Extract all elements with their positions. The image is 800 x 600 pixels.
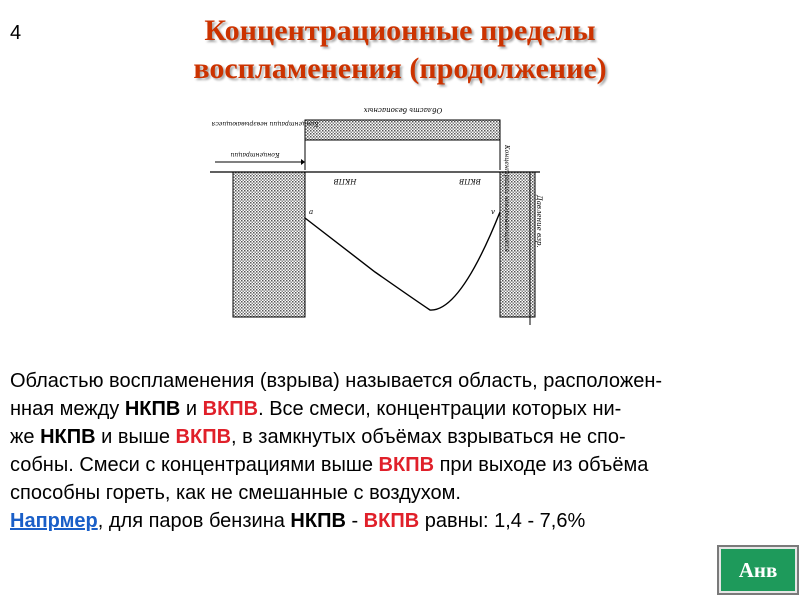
vkpv-term: ВКПВ <box>175 426 232 448</box>
text-line-2: нная между НКПВ и ВКПВ. Все смеси, концентрации которых ни- <box>10 398 622 420</box>
title-line-1: Концентрационные пределы <box>204 14 596 47</box>
pressure-curve <box>305 212 500 310</box>
right-side-label: Концентрации невзрывающиеся <box>503 145 510 252</box>
nkpv-term: НКПВ <box>124 398 181 420</box>
title-line-2: воспламенения (продолжение) <box>193 52 607 85</box>
flammability-diagram <box>205 100 550 330</box>
vertical-axis-label: Давление взр. <box>535 195 543 248</box>
vkpv-term: ВКПВ <box>378 454 435 476</box>
left-hatched-zone <box>233 172 305 317</box>
nkpv-term: НКПВ <box>290 510 346 532</box>
text-line-4: собны. Смеси с концентрациями выше ВКПВ при выходе из объёма <box>10 454 649 476</box>
diagram-svg <box>205 100 550 325</box>
nkpv-term: НКПВ <box>40 426 96 448</box>
definition-paragraph <box>10 367 800 535</box>
point-left-label: а <box>309 208 314 216</box>
slide-number: 4 <box>10 22 22 44</box>
right-limit-label: ВКПВ <box>459 177 481 185</box>
anv-button[interactable]: Анв <box>719 547 797 593</box>
example-link[interactable]: Напрмер <box>10 510 98 532</box>
vkpv-term: ВКПВ <box>202 398 259 420</box>
text-line-3: же НКПВ и выше ВКПВ, в замкнутых объёмах взрываться не спо- <box>10 426 626 448</box>
left-arrow-label: Концентрации <box>230 151 280 158</box>
text-line-6: Напрмер, для паров бензина НКПВ - ВКПВ равны: 1,4 - 7,6% <box>10 510 586 532</box>
text-line-1: Областью воспламенения (взрыва) называется область, расположен- <box>10 370 663 392</box>
slide-title <box>100 12 700 88</box>
upper-left-label: Концентрации невзрывающиеся <box>211 120 319 127</box>
point-right-label: v <box>491 208 495 216</box>
text-line-5: способны гореть, как не смешанные с воздухом. <box>10 482 461 504</box>
left-limit-label: НКПВ <box>333 177 357 185</box>
top-hatched-band <box>305 120 500 140</box>
top-label: Область безопасных <box>363 106 443 114</box>
vkpv-term: ВКПВ <box>363 510 420 532</box>
